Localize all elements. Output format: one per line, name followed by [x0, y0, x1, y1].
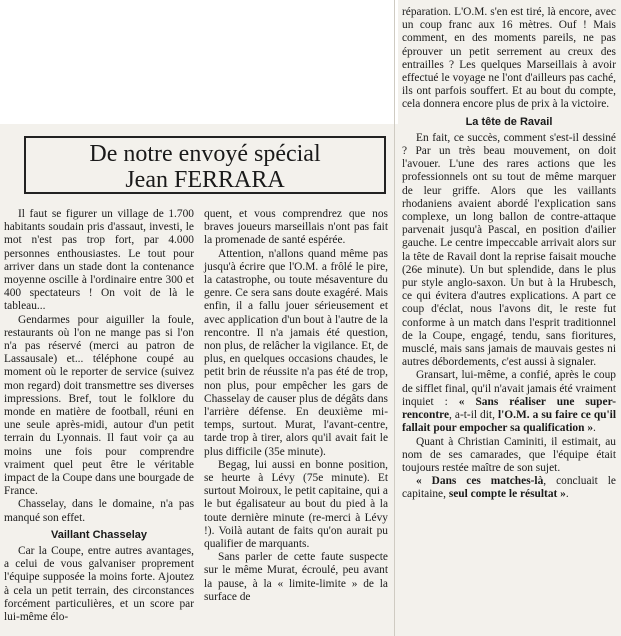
paragraph: Begag, lui aussi en bonne position, se heurte à Lévy (75e minute). Et surtout Moiroux, le petit capitaine, qui a le but égalisateur au bout du pied à la toute dernière minute (re-merci à Lévy !). Voilà autant de faits qu'on aurait pu qualifier de marquants.	[204, 458, 388, 551]
text-run: , concluait le capitaine,	[402, 475, 616, 501]
text-run: , a-t-il dit,	[449, 409, 498, 422]
headline-box	[24, 136, 386, 194]
headline-line1: De notre envoyé spécial	[89, 141, 321, 167]
text-run: .	[565, 488, 569, 501]
paragraph: Gendarmes pour aiguiller la foule, restaurants où l'on ne mange pas si l'on n'a pas réservé (merci au patron de Lassausale) et... téléphone coupé au moment où le reporter de service (suivez mon regard) doit transmettre ses diverses impressions. Bref, tout le folklore du monde en matière de football, réuni en une seule après-midi, autour d'un petit terrain du Lyonnais. Il faut voir ça au moins une fois pour comprendre vraiment quel peut être le véritable impact de la Coupe dans une bourgade de France.	[4, 313, 194, 498]
blank-top-area	[0, 0, 398, 124]
paragraph: Chasselay, dans le domaine, n'a pas manqué son effet.	[4, 498, 194, 524]
paragraph: Il faut se figurer un village de 1.700 habitants soudain pris d'assaut, investi, le mot n'est pas trop fort, par 4.000 personnes enthousiastes. Le tout pour arriver dans un stade dont la contenance moyenne oscille à l'ordinaire entre 300 et 400 spectateurs ! On voit de là le tableau...	[4, 208, 194, 313]
headline-line2: Jean FERRARA	[125, 167, 285, 193]
quote-bold: « Sans réaliser une super-rencontre	[402, 395, 617, 422]
column-rule	[394, 0, 395, 636]
paragraph: Attention, n'allons quand même pas jusqu'à écrire que l'O.M. a frôlé le pire, la catastrophe, ou toute mésaventure du genre. Ce sera sans doute exagéré. Mais enfin, il a fallu jouer sérieusement et avec application d'un bout à l'autre de la rencontre. Il n'a jamais été question, non plus, de relâcher la vigilance. Et, de plus, en quelques occasions chaudes, le petit brin de réussite n'a pas été de trop, non plus, pour empêcher les gars de Chasselay de causer plus de dégâts dans l'arrière défense. En deuxième mi-temps, surtout. Murat, l'avant-centre, tarde trop à tirer, alors qu'il avait fait le plus difficile (35e minute).	[204, 247, 388, 458]
paragraph: quent, et vous comprendrez que nos braves joueurs marseillais n'ont pas fait la promenade de santé espérée.	[204, 208, 388, 247]
quote-bold: l'O.M. a su faire ce qu'il fallait pour empocher sa qualification »	[402, 409, 616, 435]
column-1	[4, 208, 194, 624]
paragraph	[402, 369, 616, 435]
column-3	[402, 6, 616, 502]
quote-bold: seul compte le résultat »	[448, 488, 566, 501]
quote-bold: « Dans ces matches-là	[416, 475, 544, 488]
subheading: Vaillant Chasselay	[51, 528, 147, 541]
paragraph: Quant à Christian Caminiti, il estimait, au nom de ses camarades, que l'équipe était toujours restée maître de son sujet.	[402, 435, 616, 474]
paragraph	[402, 475, 616, 501]
paragraph: En fait, ce succès, comment s'est-il dessiné ? Par un très beau mouvement, on doit l'avouer. L'une des rares actions que les professionnels ont su tout de même marquer de leur griffe. Alors que les vaillants rhodaniens avaient abordé l'explication sans complexe, un long ballon de contre-attaque parvenait jusqu'à Pascal, en position d'ailier gauche. Le centre impeccable arrivait alors sur la tête de Ravail dont la reprise faisait mouche (26e minute). Un but splendide, dans le plus pur style anglo-saxon. Un but à la Hrubesch, ce qui évitera d'autres explications. A part ce coup d'éclat, nous l'avons dit, le reste fut conforme à un match dans l'esprit traditionnel de la Coupe, engagé, tendu, sans fioritures, musclé, mais sans jamais de mauvais gestes ni autres débordements, c'est aussi à signaler.	[402, 131, 616, 369]
column-2	[204, 208, 388, 604]
paragraph: réparation. L'O.M. s'en est tiré, là encore, avec un coup franc aux 16 mètres. Ouf ! Mais comment, en des moments pareils, ne pas éprouver un petit serrement au creux des entrailles ? Les quelques Marseillais à avoir effectué le voyage ne l'ont d'ailleurs pas caché, ils ont parfois souffert. Et au bout du compte, cela donnera encore plus de prix à la victoire.	[402, 6, 616, 111]
text-run: .	[593, 422, 596, 435]
text-run: Gransart, lui-même, a confié, après le coup de sifflet final, qu'il n'avait jamais été vraiment inquiet :	[402, 369, 616, 408]
paragraph: Car la Coupe, entre autres avantages, a celui de vous galvaniser proprement l'équipe supposée la moins forte. Ajoutez à cela un petit terrain, des circonstances forcément particulières, et un score par lui-même élo-	[4, 545, 194, 624]
paragraph: Sans parler de cette faute suspecte sur le même Murat, écroulé, peu avant la pause, à la « limite-limite » de la surface de	[204, 551, 388, 603]
subheading: La tête de Ravail	[465, 115, 553, 128]
